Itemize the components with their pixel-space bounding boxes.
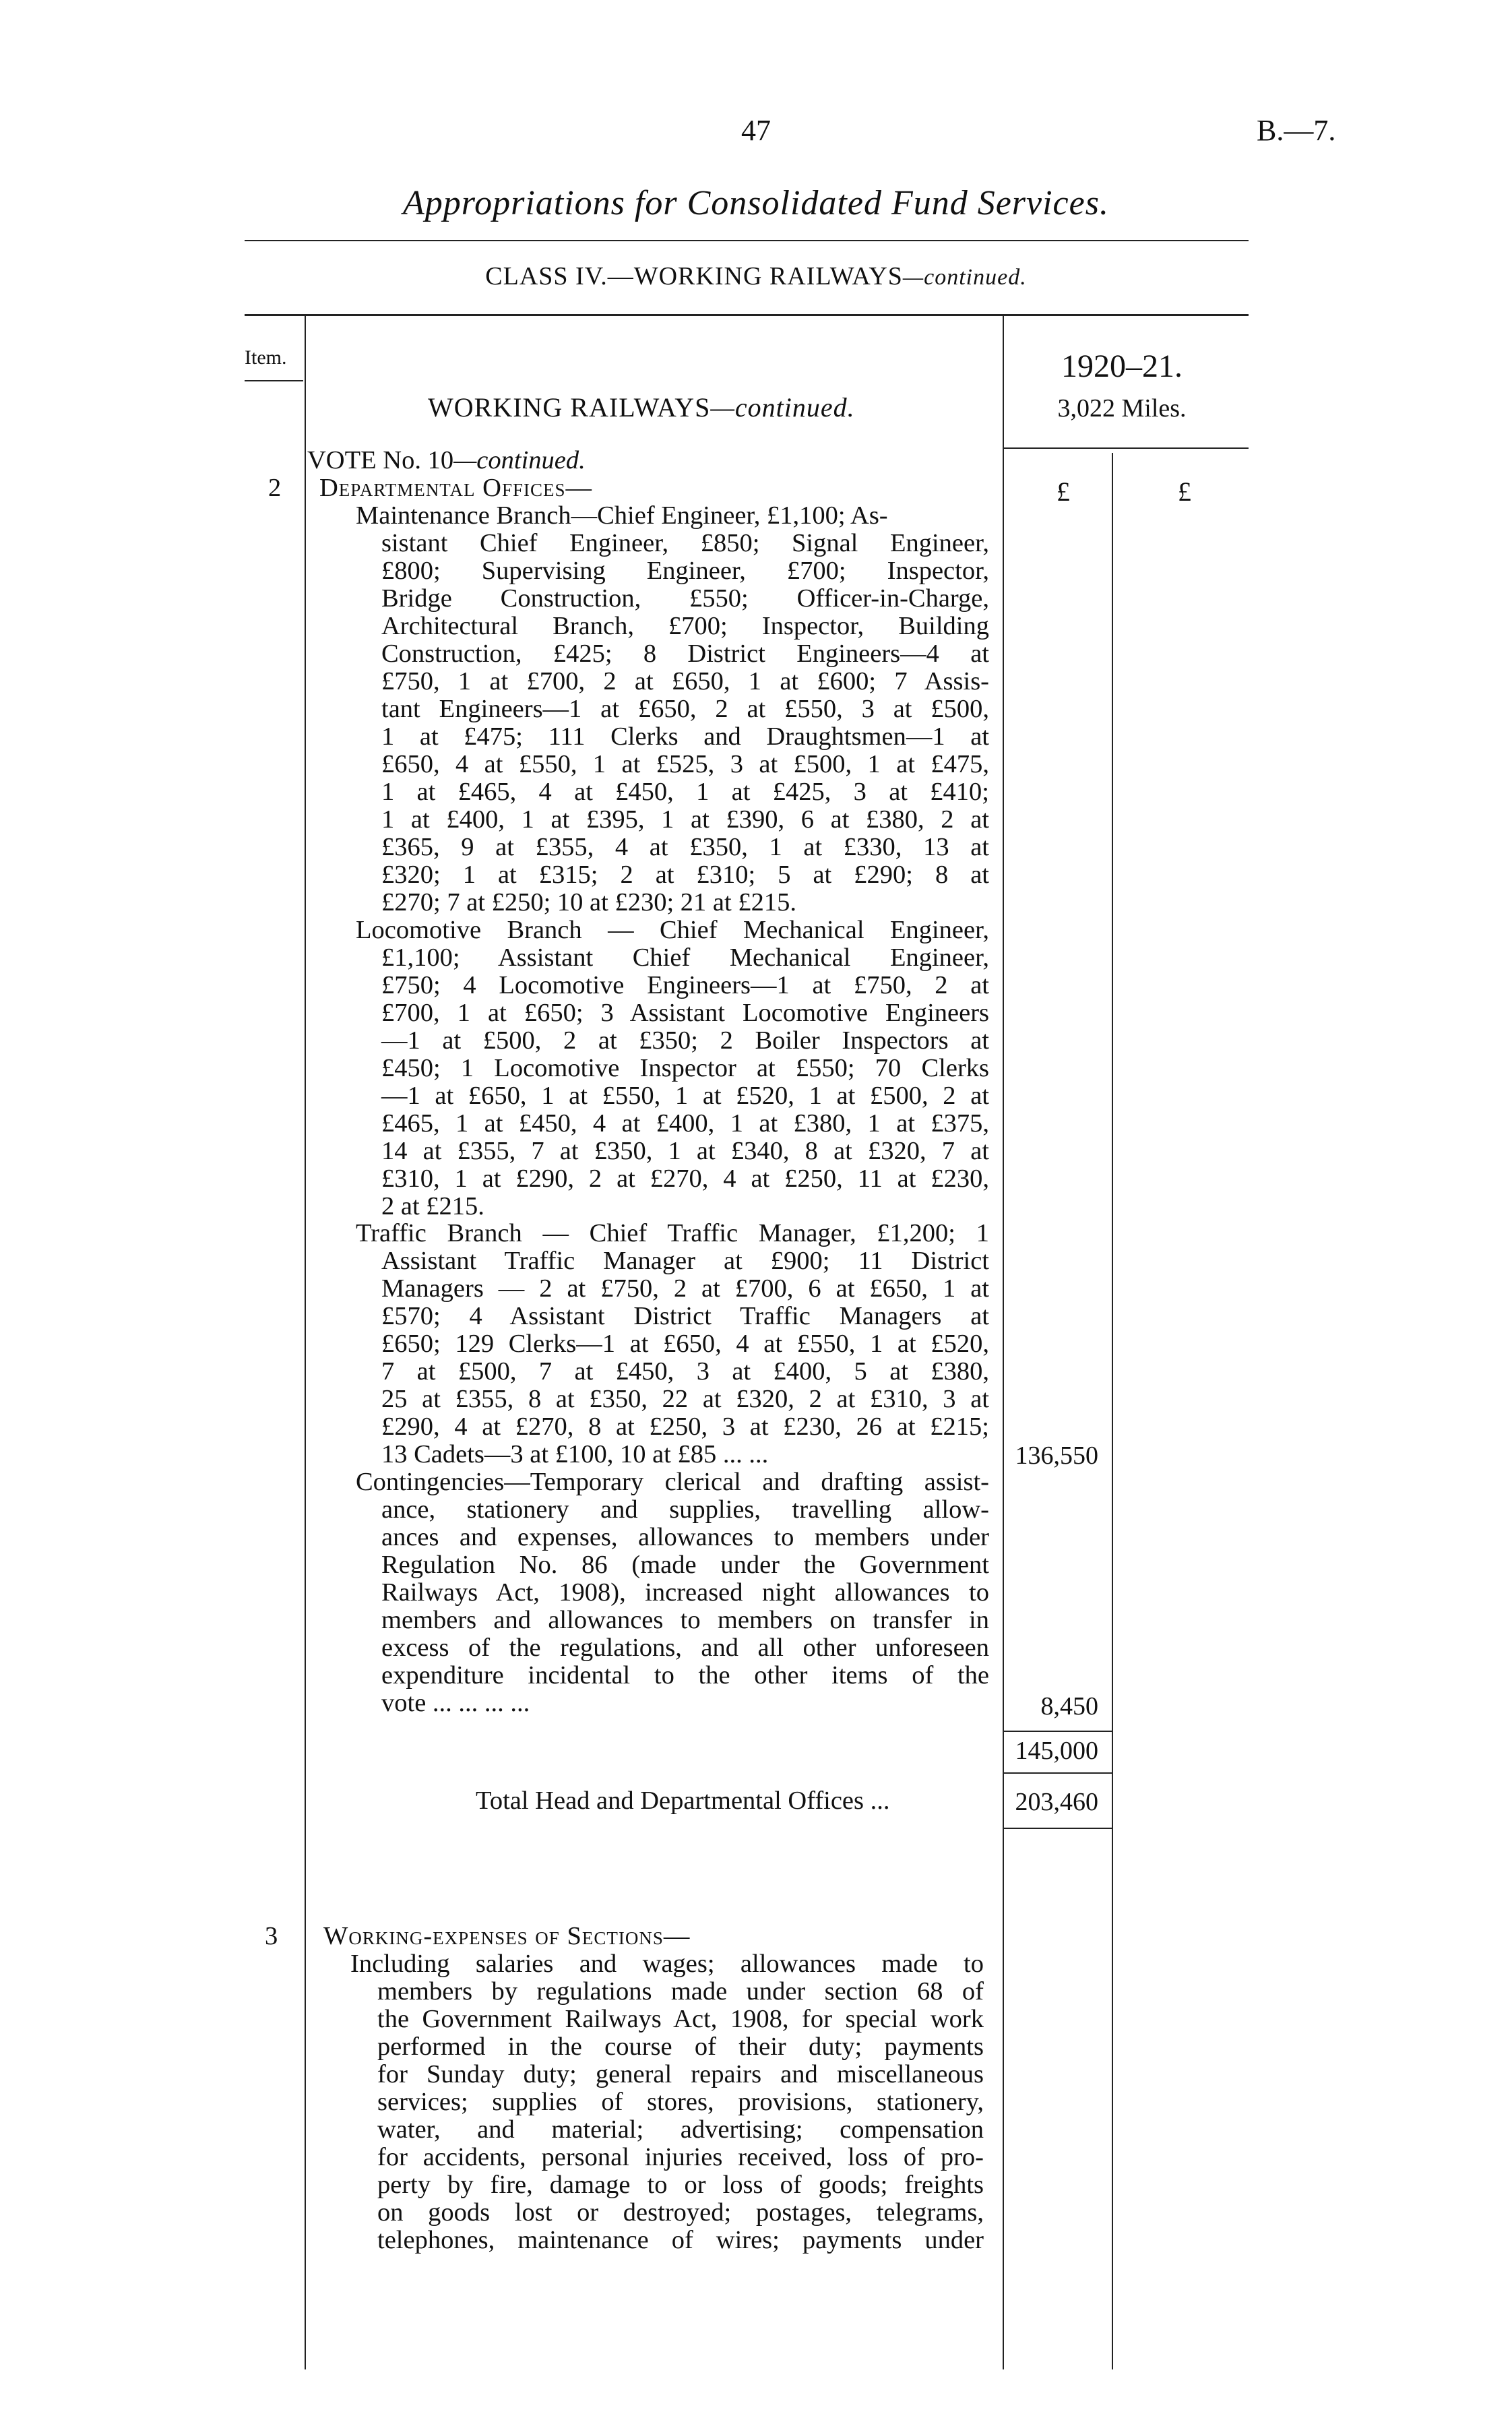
text-line: ance, stationery and supplies, travelling allow- [381, 1495, 989, 1524]
text-line: —1 at £650, 1 at £550, 1 at £520, 1 at £500, 2 at [381, 1082, 989, 1110]
class-heading-text: CLASS IV.—WORKING RAILWAYS [485, 262, 903, 290]
text-line: Including salaries and wages; allowances made to [350, 1950, 984, 1978]
text-line: Traffic Branch — Chief Traffic Manager, £1,200; 1 [356, 1219, 989, 1247]
miles-heading: 3,022 Miles. [1057, 394, 1187, 423]
text-line: tant Engineers—1 at £650, 2 at £550, 3 at £500, [381, 695, 989, 723]
contingencies-underline [1004, 1731, 1112, 1732]
text-line: £365, 9 at £355, 4 at £350, 1 at £330, 13 at [381, 833, 989, 861]
year-heading: 1920–21. [1061, 348, 1183, 384]
text-line: telephones, maintenance of wires; payments under [377, 2226, 984, 2254]
text-line: £800; Supervising Engineer, £700; Inspector, [381, 557, 989, 585]
header-bottom-rule [1003, 447, 1249, 449]
table-top-rule [245, 314, 1249, 316]
text-line: ances and expenses, allowances to members under [381, 1523, 989, 1551]
title-rule [245, 240, 1249, 241]
sub-heading-suffix: —continued. [710, 392, 855, 423]
text-line: Maintenance Branch—Chief Engineer, £1,100; As- [356, 501, 888, 530]
text-line: Contingencies—Temporary clerical and drafting assist- [356, 1468, 989, 1496]
item-number-3: 3 [265, 1922, 278, 1950]
text-line: vote ... ... ... ... [381, 1689, 530, 1717]
text-line: £270; 7 at £250; 10 at £230; 21 at £215. [381, 888, 796, 917]
text-line: Railways Act, 1908), increased night allowances to [381, 1578, 989, 1607]
text-line: Assistant Traffic Manager at £900; 11 District [381, 1247, 989, 1275]
item-3-heading: Working-expenses of Sections— [323, 1922, 691, 1950]
text-line: services; supplies of stores, provisions, stationery, [377, 2088, 984, 2116]
text-line: Regulation No. 86 (made under the Government [381, 1551, 989, 1579]
class-heading [0, 261, 1512, 291]
text-line: 1 at £475; 111 Clerks and Draughtsmen—1 at [381, 722, 989, 751]
subtotal-underline [1004, 1772, 1112, 1774]
text-line: Construction, £425; 8 District Engineers—4 at [381, 640, 989, 668]
contingencies-amount: 8,450 [1040, 1692, 1098, 1720]
page-number: 47 [741, 114, 771, 147]
amount-column-divider-left [1003, 314, 1004, 2369]
text-line: £1,100; Assistant Chief Mechanical Engineer, [381, 943, 989, 972]
class-heading-suffix: —continued. [902, 265, 1027, 290]
text-line: £570; 4 Assistant District Traffic Managers at [381, 1302, 989, 1330]
item-column-label: Item. [245, 346, 287, 369]
text-line: £465, 1 at £450, 4 at £400, 1 at £380, 1 at £375, [381, 1109, 989, 1138]
text-line: members and allowances to members on transfer in [381, 1606, 989, 1634]
text-line: £320; 1 at £315; 2 at £310; 5 at £290; 8 at [381, 861, 989, 889]
text-line: £310, 1 at £290, 2 at £270, 4 at £250, 11 at £230, [381, 1165, 989, 1193]
item-header-rule [245, 380, 303, 381]
text-line: 25 at £355, 8 at £350, 22 at £320, 2 at £310, 3 at [381, 1385, 989, 1413]
text-line: £750; 4 Locomotive Engineers—1 at £750, 2 at [381, 971, 989, 999]
text-line: water, and material; advertising; compensation [377, 2115, 984, 2144]
sub-heading-text: WORKING RAILWAYS [428, 392, 711, 423]
text-line: £290, 4 at £270, 8 at £250, 3 at £230, 26 at £215; [381, 1413, 989, 1441]
text-line: expenditure incidental to the other items of the [381, 1661, 989, 1689]
total-amount: 203,460 [1015, 1788, 1098, 1816]
text-line: for Sunday duty; general repairs and miscellaneous [377, 2060, 984, 2088]
item-column-divider [305, 314, 306, 2369]
text-line: £750, 1 at £700, 2 at £650, 1 at £600; 7 Assis- [381, 667, 989, 695]
item-number-2: 2 [268, 474, 282, 502]
text-line: £700, 1 at £650; 3 Assistant Locomotive Engineers [381, 999, 989, 1027]
text-line: 1 at £465, 4 at £450, 1 at £425, 3 at £410; [381, 778, 989, 806]
text-line: 7 at £500, 7 at £450, 3 at £400, 5 at £380, [381, 1357, 989, 1386]
series-number: B.—7. [1257, 114, 1336, 147]
text-line: perty by fire, damage to or loss of goods; freights [377, 2171, 984, 2199]
text-line: members by regulations made under section 68 of [377, 1977, 984, 2006]
text-line: £450; 1 Locomotive Inspector at £550; 70 Clerks [381, 1054, 989, 1082]
text-line: 13 Cadets—3 at £100, 10 at £85 ... ... [381, 1440, 769, 1468]
text-line: 14 at £355, 7 at £350, 1 at £340, 8 at £320, 7 at [381, 1137, 989, 1165]
text-line: —1 at £500, 2 at £350; 2 Boiler Inspectors at [381, 1026, 989, 1055]
vote-label-text: VOTE No. 10 [307, 446, 454, 474]
vote-label [307, 447, 586, 474]
text-line: Managers — 2 at £750, 2 at £700, 6 at £650, 1 at [381, 1274, 989, 1303]
text-line: Architectural Branch, £700; Inspector, Building [381, 612, 989, 640]
text-line: sistant Chief Engineer, £850; Signal Engineer, [381, 529, 989, 557]
text-line: 2 at £215. [381, 1192, 484, 1220]
pound-sign-column-2: £ [1178, 476, 1191, 507]
item-2-heading: Departmental Offices— [319, 474, 593, 502]
text-line: excess of the regulations, and all other unforeseen [381, 1634, 989, 1662]
text-line: Bridge Construction, £550; Officer-in-Charge, [381, 584, 989, 613]
text-line: on goods lost or destroyed; postages, telegrams, [377, 2198, 984, 2227]
text-line: Locomotive Branch — Chief Mechanical Engineer, [356, 916, 989, 944]
salaries-amount: 136,550 [1015, 1441, 1098, 1470]
sub-heading [428, 394, 855, 421]
pound-sign-column-1: £ [1057, 476, 1070, 507]
text-line: £650, 4 at £550, 1 at £525, 3 at £500, 1 at £475, [381, 750, 989, 778]
text-line: the Government Railways Act, 1908, for special work [377, 2005, 984, 2033]
text-line: £650; 129 Clerks—1 at £650, 4 at £550, 1 at £520, [381, 1330, 989, 1358]
total-label: Total Head and Departmental Offices ... [476, 1787, 890, 1815]
page-title: Appropriations for Consolidated Fund Services. [403, 184, 1109, 222]
text-line: for accidents, personal injuries received, loss of pro- [377, 2143, 984, 2171]
vote-label-suffix: —continued. [453, 446, 586, 474]
subtotal-amount: 145,000 [1015, 1737, 1098, 1765]
text-line: performed in the course of their duty; payments [377, 2033, 984, 2061]
total-underline [1004, 1828, 1112, 1829]
text-line: 1 at £400, 1 at £395, 1 at £390, 6 at £380, 2 at [381, 805, 989, 834]
amount-column-divider-mid [1112, 453, 1113, 2369]
